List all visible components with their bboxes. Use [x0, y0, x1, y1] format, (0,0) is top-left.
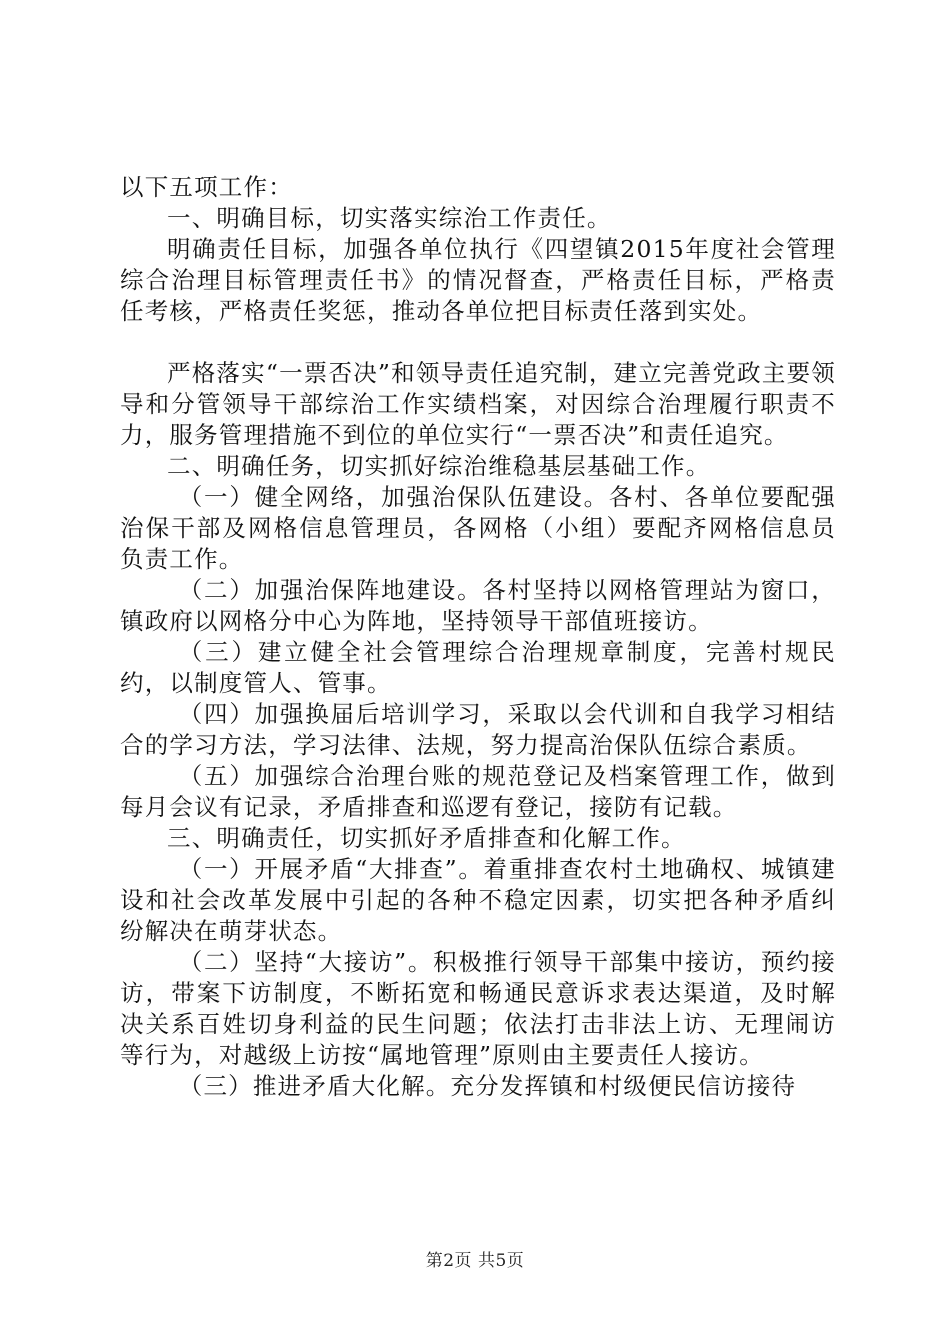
- document-body: [120, 172, 836, 1102]
- paragraph-section-1-goals: 明确责任目标，加强各单位执行《四望镇2015年度社会管理综合治理目标管理责任书》的情况督查，严格责任目标，严格责任考核，严格责任奖惩，推动各单位把目标责任落到实处。: [120, 235, 836, 325]
- paragraph-section-2-item-1: （一）健全网络，加强治保队伍建设。各村、各单位要配强治保干部及网格信息管理员，各网格（小组）要配齐网格信息员负责工作。: [120, 483, 836, 573]
- paragraph-section-2-item-4: （四）加强换届后培训学习，采取以会代训和自我学习相结合的学习方法，学习法律、法规，努力提高治保队伍综合素质。: [120, 700, 836, 759]
- heading-section-2: 二、明确任务，切实抓好综治维稳基层基础工作。: [167, 452, 711, 480]
- heading-section-1: 一、明确目标，切实落实综治工作责任。: [167, 204, 612, 232]
- paragraph-section-2-item-2: （二）加强治保阵地建设。各村坚持以网格管理站为窗口，镇政府以网格分中心为阵地，坚持领导干部值班接访。: [120, 576, 836, 635]
- page-number-footer: 第2页 共5页: [425, 1251, 525, 1271]
- heading-section-3: 三、明确责任，切实抓好矛盾排查和化解工作。: [167, 824, 686, 852]
- paragraph-section-2-item-5: （五）加强综合治理台账的规范登记及档案管理工作，做到每月会议有记录，矛盾排查和巡逻有登记，接防有记载。: [120, 762, 836, 821]
- paragraph-section-3-item-1: （一）开展矛盾“大排查”。着重排查农村土地确权、城镇建设和社会改革发展中引起的各种不稳定因素，切实把各种矛盾纠纷解决在萌芽状态。: [120, 855, 836, 945]
- paragraph-intro: 以下五项工作：: [120, 173, 293, 201]
- paragraph-section-3-item-3: （三）推进矛盾大化解。充分发挥镇和村级便民信访接待: [178, 1072, 797, 1100]
- paragraph-section-1-veto: 严格落实“一票否决”和领导责任追究制，建立完善党政主要领导和分管领导干部综治工作实绩档案，对因综合治理履行职责不力，服务管理措施不到位的单位实行“一票否决”和责任追究。: [120, 359, 836, 449]
- paragraph-gap: [120, 327, 836, 358]
- paragraph-section-2-item-3: （三）建立健全社会管理综合治理规章制度，完善村规民约，以制度管人、管事。: [120, 638, 836, 697]
- paragraph-section-3-item-2: （二）坚持“大接访”。积极推行领导干部集中接访，预约接访，带案下访制度，不断拓宽和畅通民意诉求表达渠道，及时解决关系百姓切身利益的民生问题；依法打击非法上访、无理闹访等行为，对越级上访按“属地管理”原则由主要责任人接访。: [120, 948, 836, 1069]
